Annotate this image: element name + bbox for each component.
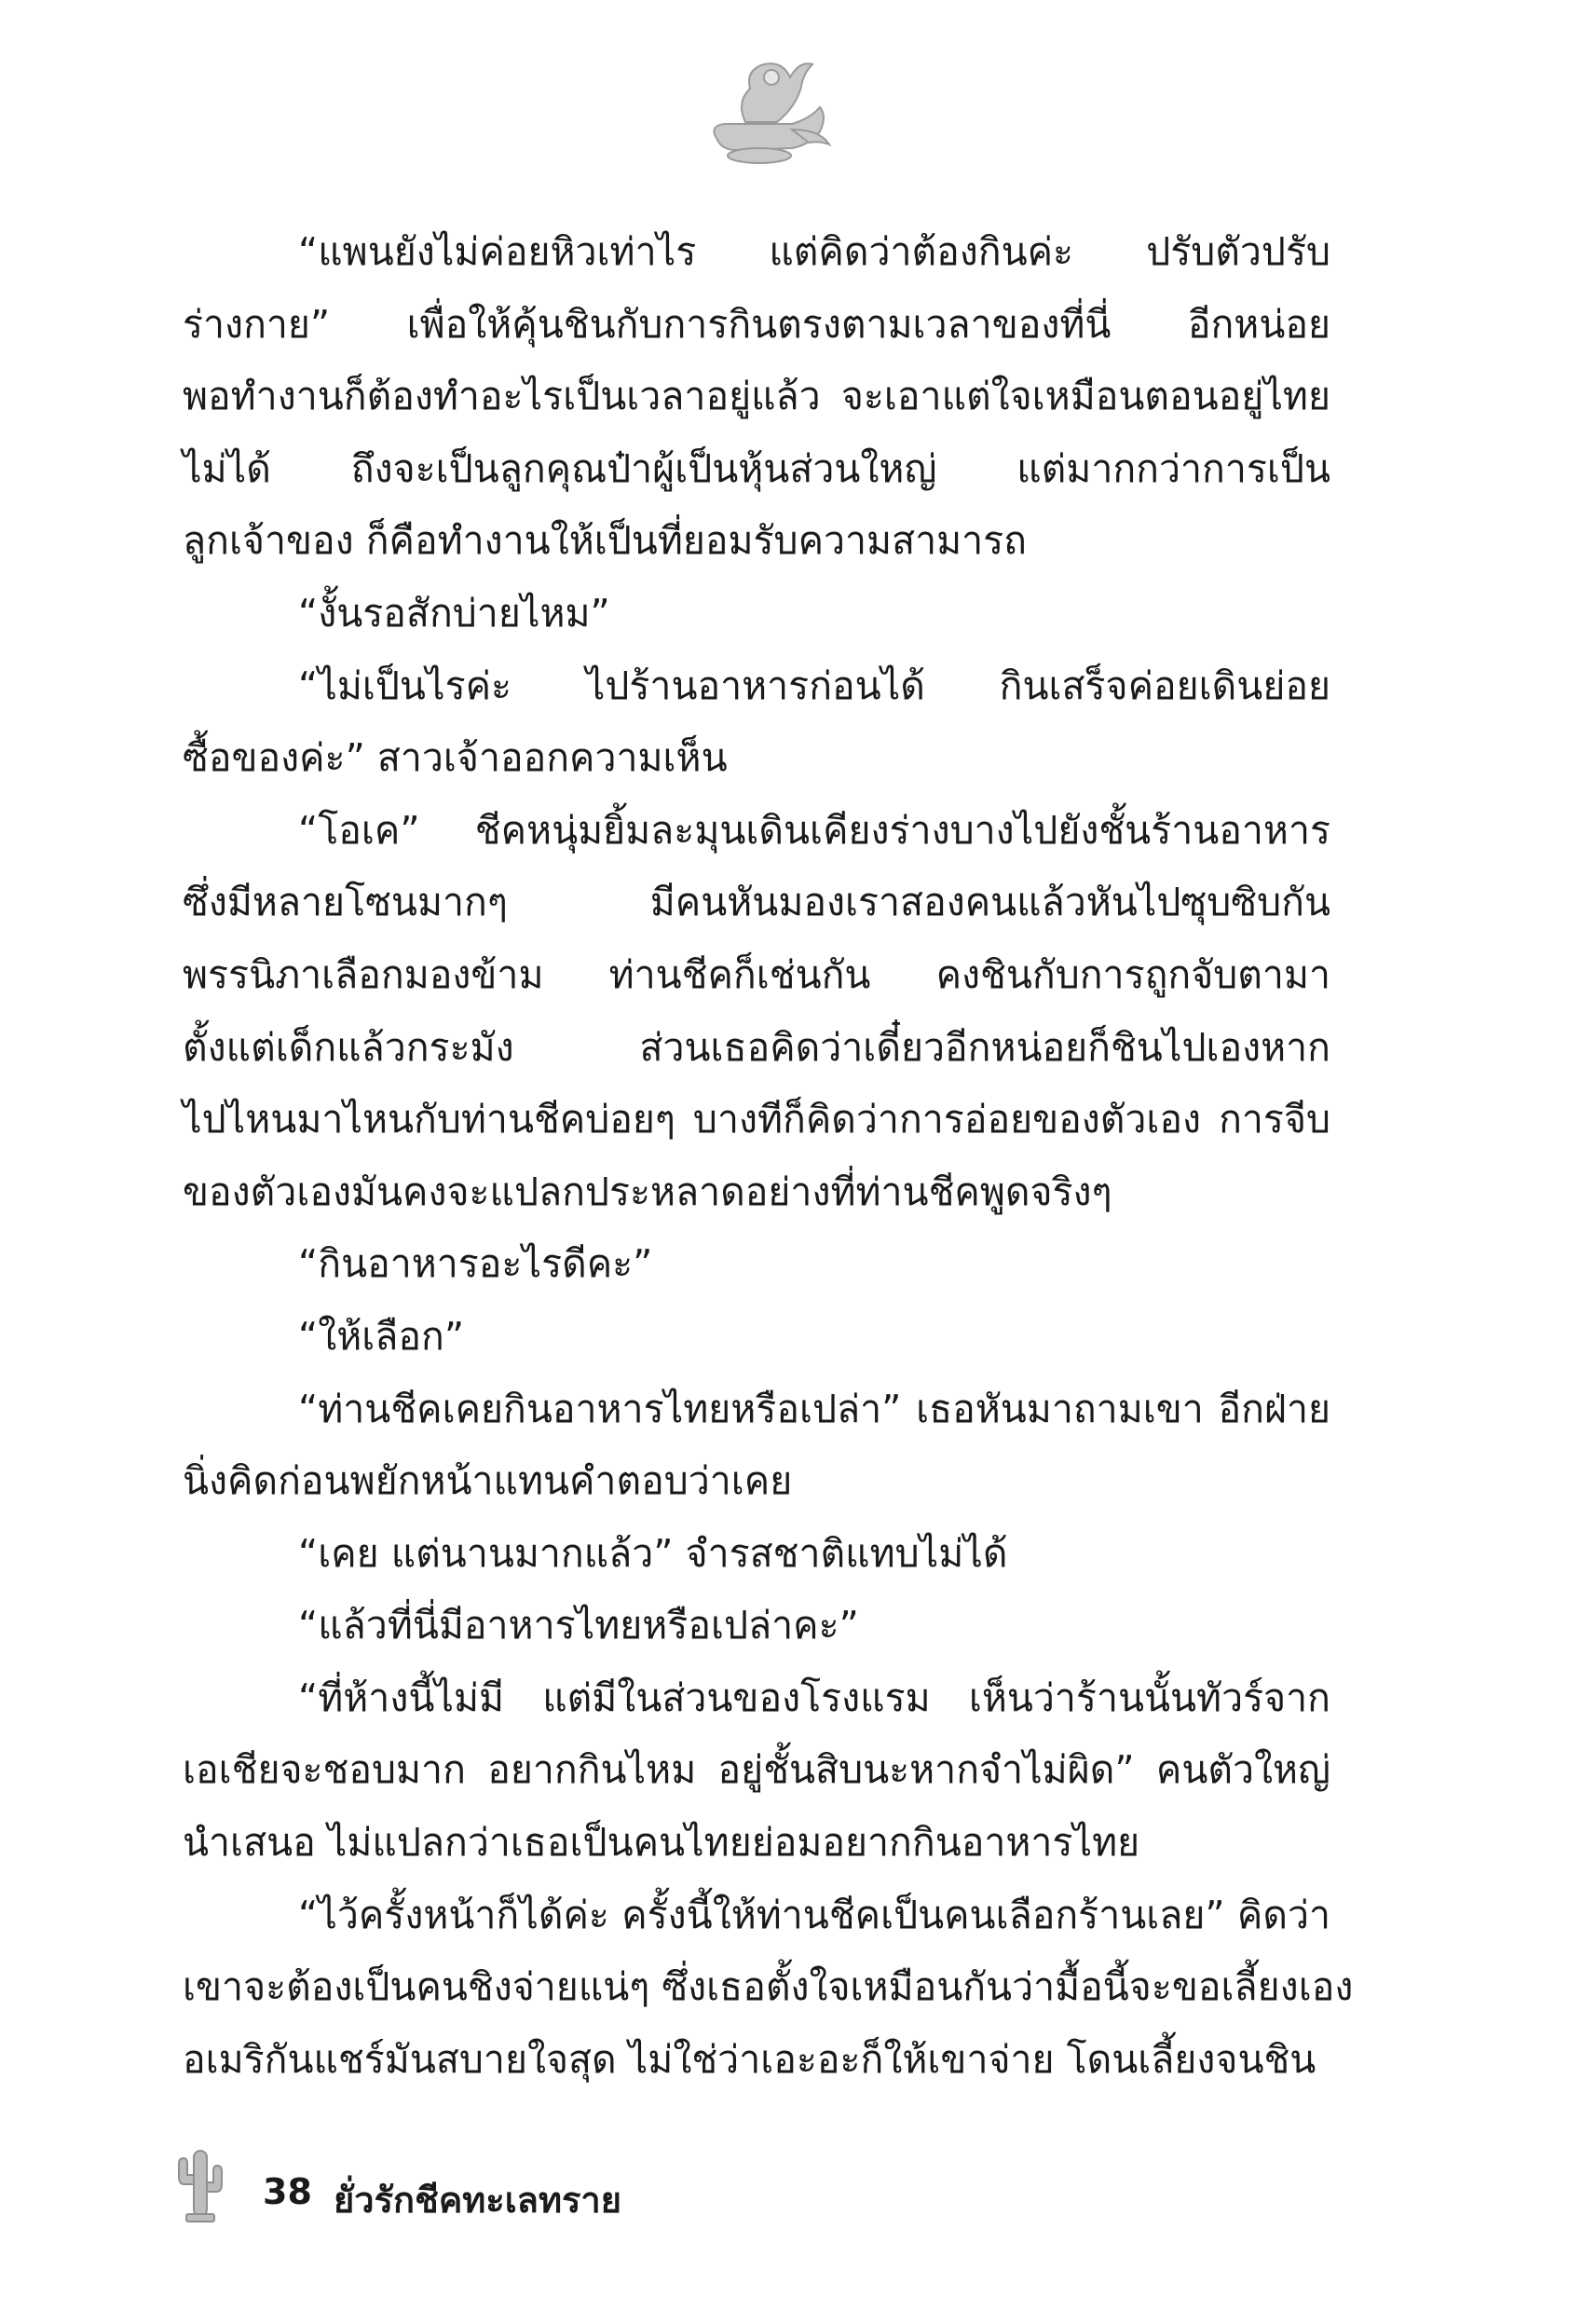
text-line: “เคย แต่นานมากแล้ว” จำรสชาติแทบไม่ได้ xyxy=(298,1530,1008,1576)
book-title: ยั่วรักชีคทะเลทราย xyxy=(334,2180,622,2221)
text-line: ซึ่งมีหลายโซนมากๆ มีคนหันมองเราสองคนแล้วหันไปซุบซิบกัน xyxy=(183,880,1330,925)
paragraph xyxy=(183,1228,1330,1301)
paragraph xyxy=(183,1518,1330,1591)
paragraph xyxy=(183,1301,1330,1374)
paragraph xyxy=(183,1590,1330,1662)
paragraph xyxy=(183,1374,1330,1518)
text-line: “งั้นรอสักบ่ายไหม” xyxy=(298,590,610,636)
text-line: ไปไหนมาไหนกับท่านชีคบ่อยๆ บางทีก็คิดว่าการอ่อยของตัวเอง การจีบ xyxy=(183,1097,1330,1142)
text-line: “โอเค” ชีคหนุ่มยิ้มละมุนเดินเคียงร่างบางไปยังชั้นร้านอาหาร xyxy=(298,807,1330,853)
page-number: 38 xyxy=(263,2171,312,2212)
text-line: ลูกเจ้าของ ก็คือทำงานให้เป็นที่ยอมรับความสามารถ xyxy=(183,518,1028,564)
text-line: พรรนิภาเลือกมองข้าม ท่านชีคก็เช่นกัน คงชินกับการถูกจับตามา xyxy=(183,951,1330,997)
text-line: นำเสนอ ไม่แปลกว่าเธอเป็นคนไทยย่อมอยากกินอาหารไทย xyxy=(183,1820,1140,1866)
paragraph xyxy=(183,650,1330,795)
text-line: ร่างกาย” เพื่อให้คุ้นชินกับการกินตรงตามเวลาของที่นี่ อีกหน่อย xyxy=(183,301,1330,347)
text-line: นิ่งคิดก่อนพยักหน้าแทนคำตอบว่าเคย xyxy=(183,1458,793,1504)
text-line: พอทำงานก็ต้องทำอะไรเป็นเวลาอยู่แล้ว จะเอาแต่ใจเหมือนตอนอยู่ไทย xyxy=(183,374,1330,419)
text-line: “ท่านชีคเคยกินอาหารไทยหรือเปล่า” เธอหันมาถามเขา อีกฝ่าย xyxy=(298,1386,1330,1431)
text-line: “ไว้ครั้งหน้าก็ได้ค่ะ ครั้งนี้ให้ท่านชีคเป็นคนเลือกร้านเลย” คิดว่า xyxy=(298,1892,1330,1937)
text-line: ของตัวเองมันคงจะแปลกประหลาดอย่างที่ท่านชีคพูดจริงๆ xyxy=(183,1169,1112,1214)
text-line: ตั้งแต่เด็กแล้วกระมัง ส่วนเธอคิดว่าเดี๋ยวอีกหน่อยก็ชินไปเองหาก xyxy=(183,1024,1330,1070)
text-line: ไม่ได้ ถึงจะเป็นลูกคุณป๋าผู้เป็นหุ้นส่วนใหญ่ แต่มากกว่าการเป็น xyxy=(183,445,1330,491)
text-line: เอเชียจะชอบมาก อยากกินไหม อยู่ชั้นสิบนะหากจำไม่ผิด” คนตัวใหญ่ xyxy=(183,1747,1330,1793)
genie-lamp-icon xyxy=(680,51,848,182)
cactus-icon xyxy=(173,2143,227,2225)
text-line: “แพนยังไม่ค่อยหิวเท่าไร แต่คิดว่าต้องกินค่ะ ปรับตัวปรับ xyxy=(298,229,1330,274)
paragraph xyxy=(183,1662,1330,1880)
paragraph xyxy=(183,795,1330,1229)
paragraph xyxy=(183,216,1330,578)
page-footer xyxy=(173,2143,825,2227)
text-line: “กินอาหารอะไรดีคะ” xyxy=(298,1241,653,1287)
text-line: “ให้เลือก” xyxy=(298,1313,465,1359)
body-text xyxy=(183,216,1354,2096)
text-line: อเมริกันแชร์มันสบายใจสุด ไม่ใช่ว่าเอะอะก็ให้เขาจ่าย โดนเลี้ยงจนชิน xyxy=(183,2036,1316,2082)
text-line: ซื้อของค่ะ” สาวเจ้าออกความเห็น xyxy=(183,735,728,781)
text-line: “ไม่เป็นไรค่ะ ไปร้านอาหารก่อนได้ กินเสร็จค่อยเดินย่อย xyxy=(298,663,1330,708)
text-line: เขาจะต้องเป็นคนชิงจ่ายแน่ๆ ซึ่งเธอตั้งใจเหมือนกันว่ามื้อนี้จะขอเลี้ยงเอง xyxy=(183,1964,1354,2010)
text-line: “แล้วที่นี่มีอาหารไทยหรือเปล่าคะ” xyxy=(298,1603,859,1648)
paragraph xyxy=(183,1880,1354,2097)
paragraph xyxy=(183,578,1330,650)
text-line: “ที่ห้างนี้ไม่มี แต่มีในส่วนของโรงแรม เห็นว่าร้านนั้นทัวร์จาก xyxy=(298,1675,1330,1720)
